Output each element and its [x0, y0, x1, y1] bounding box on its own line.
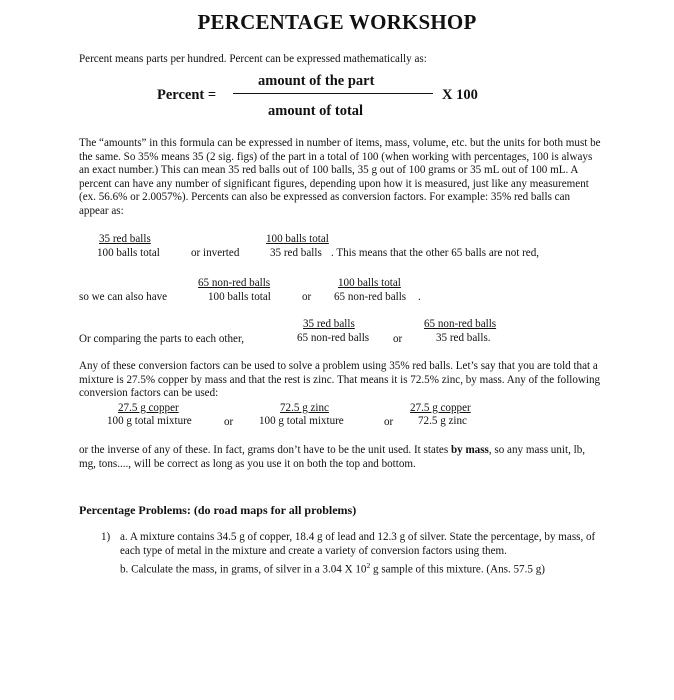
inverse-text-start: or the inverse of any of these. In fact, grams don’t have to be the unit used. It states	[79, 444, 451, 456]
fraction-numerator: 27.5 g copper	[410, 402, 471, 414]
page-title: PERCENTAGE WORKSHOP	[197, 10, 477, 34]
or-inverted-text: or inverted	[191, 247, 240, 259]
exponent: 2	[366, 561, 371, 570]
row-tail-text: . This means that the other 65 balls are not red,	[331, 247, 540, 259]
formula-multiplier: X 100	[442, 87, 478, 103]
fraction-denominator: 35 red balls	[270, 247, 322, 259]
inverse-text-end: , so any mass unit, lb, mg, tons...., will be correct as long as you use it on both the top and bottom.	[79, 444, 586, 470]
fraction-numerator: 65 non-red balls	[198, 277, 271, 289]
paragraph-inverse	[79, 444, 599, 471]
row-tail-text: .	[418, 291, 421, 303]
row-lead-text: so we can also have	[79, 291, 168, 303]
fraction-numerator: 65 non-red balls	[424, 318, 497, 330]
problem-part-a: a. A mixture contains 34.5 g of copper, 18.4 g of lead and 12.3 g of silver. State the percentage, by mass, of each type of metal in the mixture and create a variety of conversion factors using them.	[120, 531, 596, 557]
problems-heading: Percentage Problems: (do road maps for all problems)	[79, 503, 357, 517]
paragraph-copper-example: Any of these conversion factors can be used to solve a problem using 35% red balls. Let’s say that you are told that a mixture is 27.5% copper by mass and that the rest is zinc. That means it is 72.5% zinc, by mass. Any of the following conversion factors can be used:	[79, 360, 601, 400]
intro-text: Percent means parts per hundred. Percent can be expressed mathematically as:	[79, 53, 427, 65]
formula-label: Percent =	[157, 87, 217, 103]
row-lead-text: Or comparing the parts to each other,	[79, 333, 244, 345]
problem-number: 1)	[101, 531, 111, 543]
part-b-answer: g sample of this mixture. (Ans. 57.5 g)	[370, 563, 545, 576]
fraction-denominator: 100 balls total	[97, 247, 160, 259]
fraction-numerator: 35 red balls	[99, 233, 151, 245]
fraction-denominator: 100 g total mixture	[107, 415, 192, 427]
fraction-denominator: 65 non-red balls	[334, 291, 407, 303]
fraction-denominator: 72.5 g zinc	[418, 415, 467, 427]
or-text: or	[224, 416, 234, 428]
or-text: or	[393, 333, 403, 345]
fraction-denominator: 35 red balls.	[436, 332, 491, 344]
fraction-denominator: 100 balls total	[208, 291, 271, 303]
fraction-numerator: 100 balls total	[266, 233, 329, 245]
formula-fraction-bar	[233, 93, 433, 94]
fraction-numerator: 100 balls total	[338, 277, 401, 289]
paragraph-amounts: The “amounts” in this formula can be expressed in number of items, mass, volume, etc. but the units for both must be the same. So 35% means 35 (2 sig. figs) of the part in a total of 100 (when working with percentages, 100 is always an exact number.) This can mean 35 red balls out of 100 balls, 35 g out of 100 grams or 35 mL out of 100 mL. A percent can have any number of significant figures, depending upon how it is measured, just like any measurement (ex. 56.6% or 2.0057%). Percents can also be expressed as conversion factors. For example: 35% red balls can appear as:	[79, 137, 601, 217]
fraction-denominator: 100 g total mixture	[259, 415, 344, 427]
by-mass-emphasis: by mass	[450, 444, 489, 456]
formula-numerator: amount of the part	[258, 73, 375, 89]
or-text: or	[384, 416, 394, 428]
or-text: or	[302, 291, 312, 303]
fraction-numerator: 27.5 g copper	[118, 402, 179, 414]
problem-part-b	[120, 559, 602, 577]
fraction-numerator: 72.5 g zinc	[280, 402, 329, 414]
formula-denominator: amount of total	[268, 103, 364, 119]
part-b-text: b. Calculate the mass, in grams, of silver in a 3.04 X 10	[120, 563, 367, 576]
fraction-denominator: 65 non-red balls	[297, 332, 370, 344]
fraction-numerator: 35 red balls	[303, 318, 355, 330]
